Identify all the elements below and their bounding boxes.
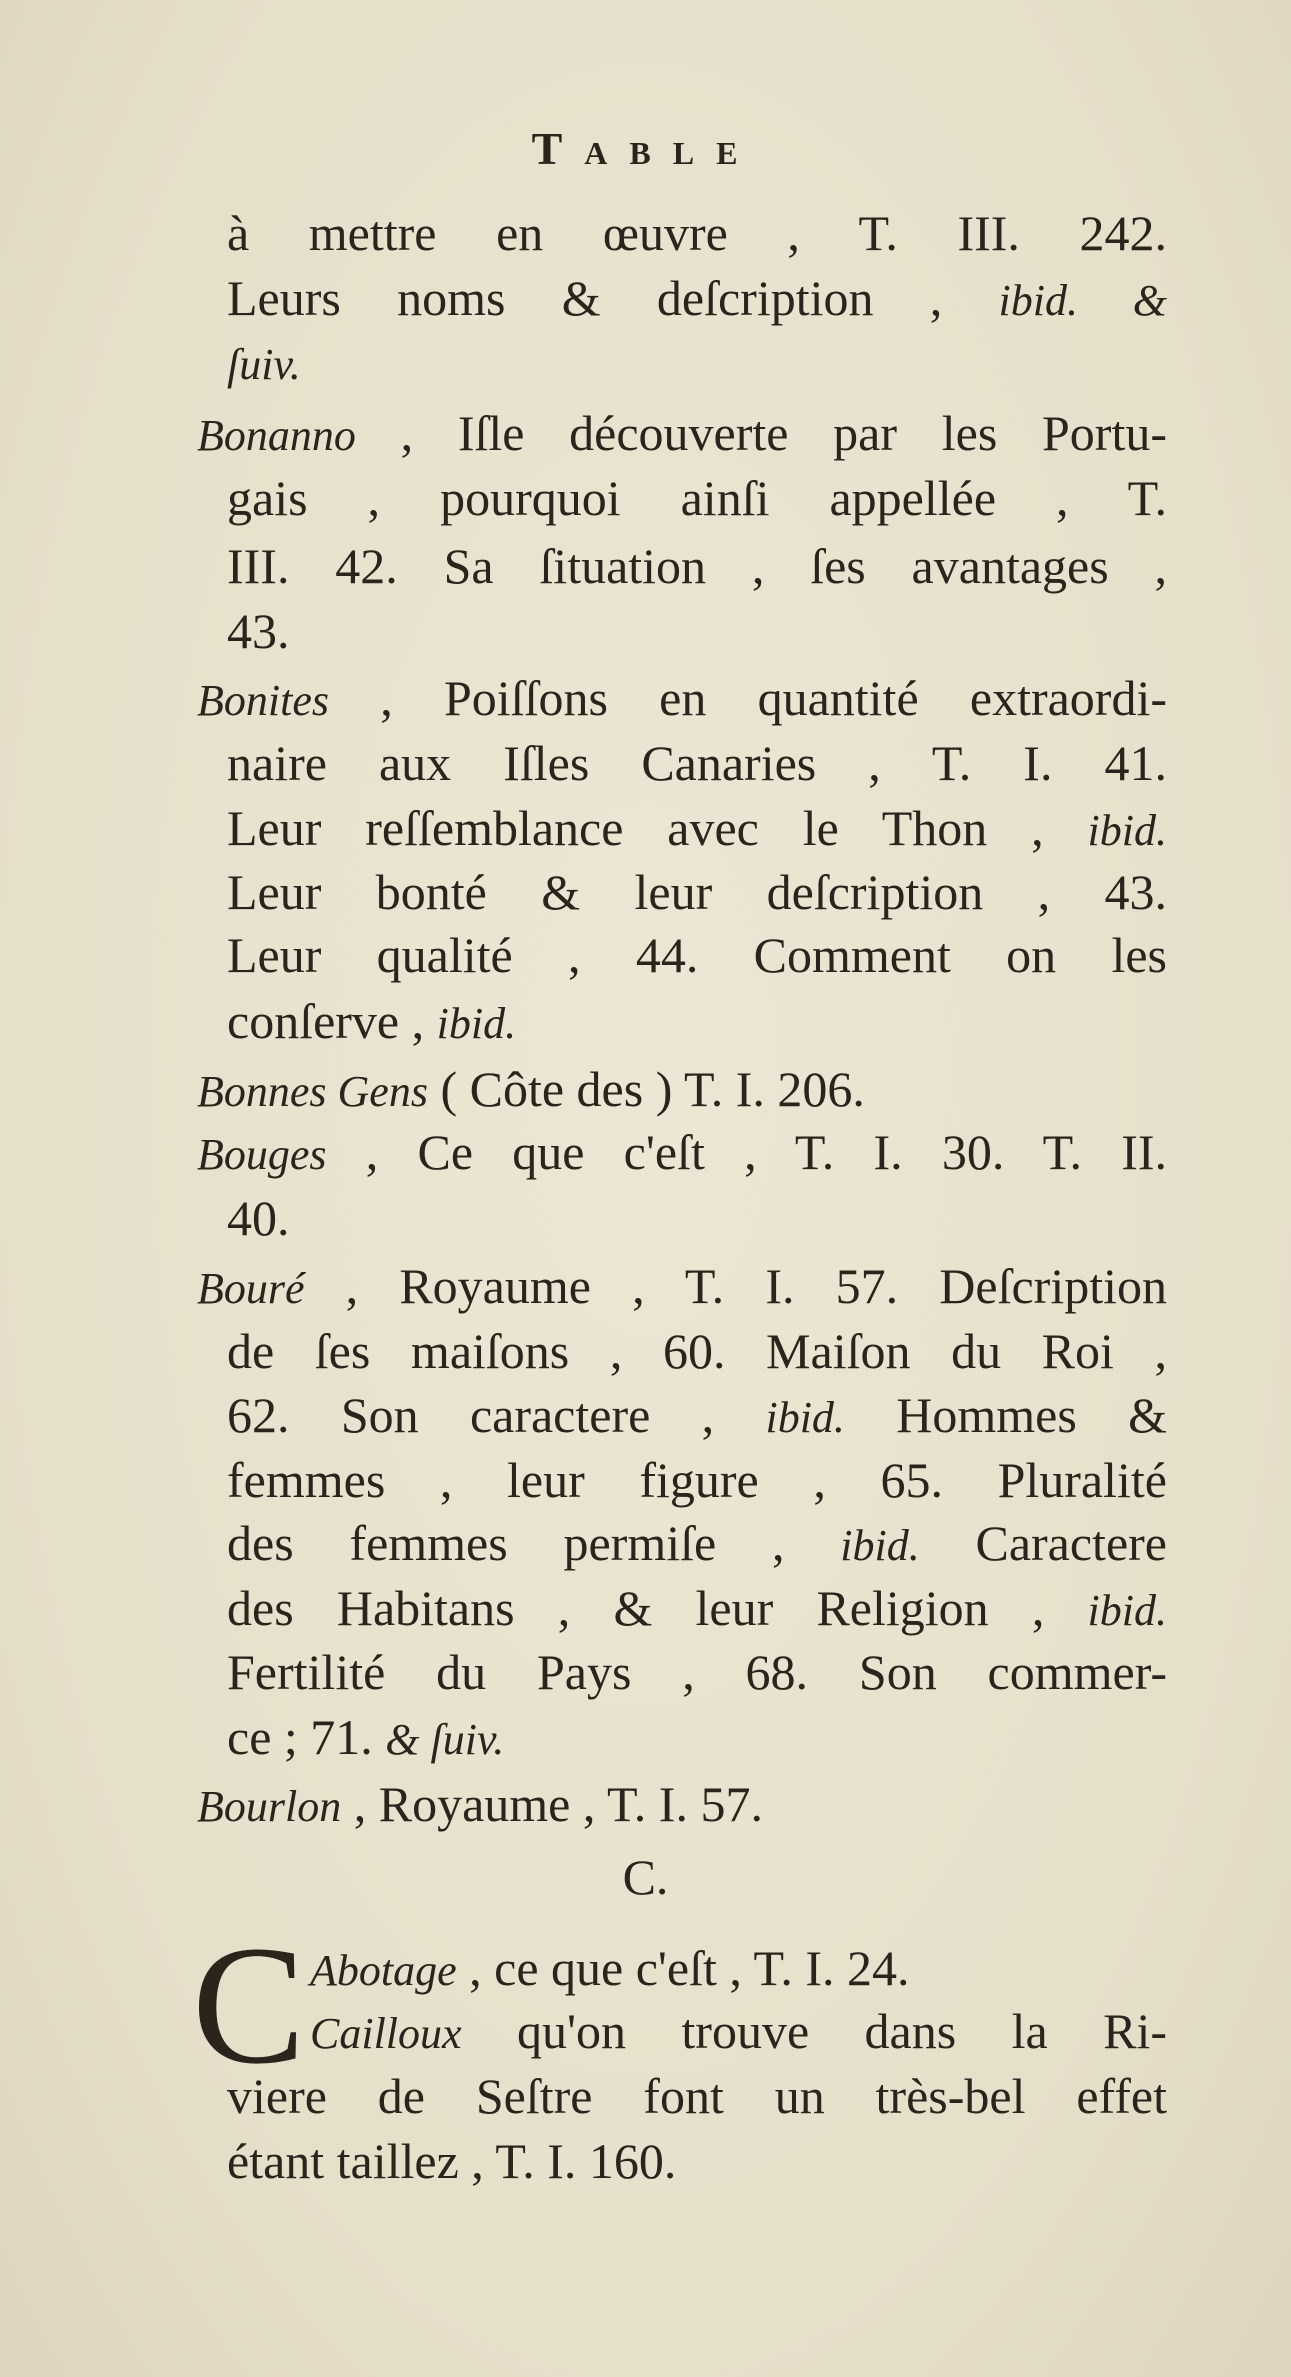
text-run: Leurs noms & deſcription , <box>227 269 999 326</box>
italic-term: Bonanno <box>197 410 356 460</box>
index-entry-line <box>197 668 1167 731</box>
index-continuation-line <box>227 925 1167 985</box>
index-continuation-line <box>227 862 1167 922</box>
index-continuation-line <box>227 536 1167 596</box>
italic-term: ibid. <box>1087 1586 1167 1636</box>
text-run: des femmes permiſe , <box>227 1515 841 1572</box>
index-entry-line <box>197 1122 1167 1185</box>
index-continuation-line <box>227 1188 290 1248</box>
italic-term: ibid. & <box>998 275 1167 325</box>
text-run: conſerve , <box>227 992 437 1049</box>
text-run: Leur reſſemblance avec le Thon , <box>227 800 1088 857</box>
text-run: 43. <box>227 603 290 660</box>
text-run: , Poiſſons en quantité extraordi- <box>328 669 1167 726</box>
text-run: femmes , leur figure , 65. Pluralité <box>227 1451 1167 1508</box>
italic-term: Bouré <box>197 1263 305 1313</box>
running-title-rest: ABLE <box>584 135 760 171</box>
text-run: C. <box>622 1848 669 1905</box>
italic-term: Bouges <box>197 1130 327 1180</box>
text-run: étant taillez , T. I. 160. <box>227 2133 677 2190</box>
text-run: , Royaume , T. I. 57. <box>341 1775 763 1832</box>
index-continuation-line <box>227 1321 1167 1381</box>
italic-term: ibid. <box>765 1392 845 1442</box>
index-entry-line <box>310 2001 1167 2064</box>
italic-term: Abotage <box>310 1945 457 1995</box>
italic-term: & ſuiv. <box>385 1715 505 1765</box>
text-run: ce ; 71. <box>227 1709 386 1766</box>
italic-term: ibid. <box>436 998 517 1048</box>
index-entry-line <box>310 1938 909 2001</box>
text-run: naire aux Iſles Canaries , T. I. 41. <box>227 735 1167 792</box>
drop-cap: C <box>192 1911 306 2099</box>
text-run: gais , pourquoi ainſi appellée , T. <box>227 469 1167 526</box>
index-continuation-line <box>227 2066 1167 2126</box>
index-continuation-line <box>227 268 1167 331</box>
index-continuation-line <box>227 203 1167 263</box>
running-header <box>0 122 1291 175</box>
text-run: ( Côte des ) T. I. 206. <box>427 1060 865 1117</box>
text-run: viere de Seſtre font un très-bel effet <box>227 2068 1167 2125</box>
text-run: à mettre en œuvre , T. III. 242. <box>227 204 1167 261</box>
index-continuation-line <box>227 601 290 661</box>
italic-term: ſuiv. <box>227 339 301 389</box>
text-run: III. 42. Sa ſituation , ſes avantages , <box>227 538 1167 595</box>
text-run: 40. <box>227 1189 290 1246</box>
index-continuation-line <box>227 332 301 395</box>
italic-term: ibid. <box>1087 806 1167 856</box>
index-continuation-line <box>227 991 516 1054</box>
index-entry-line <box>197 1256 1167 1319</box>
index-continuation-line <box>227 1642 1167 1702</box>
index-continuation-line <box>227 798 1167 861</box>
italic-term: Cailloux <box>310 2009 462 2059</box>
index-continuation-line <box>227 1707 504 1770</box>
running-title-initial: T <box>531 123 585 174</box>
text-run: Hommes & <box>844 1386 1168 1443</box>
index-continuation-line <box>227 1578 1167 1641</box>
text-run: Fertilité du Pays , 68. Son commer- <box>227 1644 1167 1701</box>
text-run: des Habitans , & leur Religion , <box>227 1580 1088 1637</box>
text-run: Leur bonté & leur deſcription , 43. <box>227 863 1167 920</box>
italic-term: Bourlon <box>197 1781 342 1831</box>
section-letter <box>0 1847 1291 1907</box>
index-continuation-line <box>227 1450 1167 1510</box>
text-run: 62. Son caractere , <box>227 1386 766 1443</box>
text-run: de ſes maiſons , 60. Maiſon du Roi , <box>227 1322 1167 1379</box>
text-run: , ce que c'eſt , T. I. 24. <box>456 1939 910 1996</box>
index-entry-line <box>197 1774 763 1837</box>
index-entry-line <box>197 1059 865 1122</box>
index-continuation-line <box>227 733 1167 793</box>
index-continuation-line <box>227 468 1167 528</box>
text-run: Leur qualité , 44. Comment on les <box>227 927 1167 984</box>
text-run: , Ce que c'eſt , T. I. 30. T. II. <box>326 1124 1167 1181</box>
italic-term: ibid. <box>840 1521 920 1571</box>
text-run: Caractere <box>919 1515 1167 1572</box>
text-run: qu'on trouve dans la Ri- <box>461 2003 1167 2060</box>
text-run: , Royaume , T. I. 57. Deſcription <box>304 1257 1167 1314</box>
index-continuation-line <box>227 2131 676 2191</box>
index-continuation-line <box>227 1513 1167 1576</box>
italic-term: Bonnes Gens <box>197 1066 428 1116</box>
index-entry-line <box>197 403 1167 466</box>
text-run: , Iſle découverte par les Portu- <box>355 404 1167 461</box>
index-continuation-line <box>227 1385 1167 1448</box>
italic-term: Bonites <box>197 675 329 725</box>
